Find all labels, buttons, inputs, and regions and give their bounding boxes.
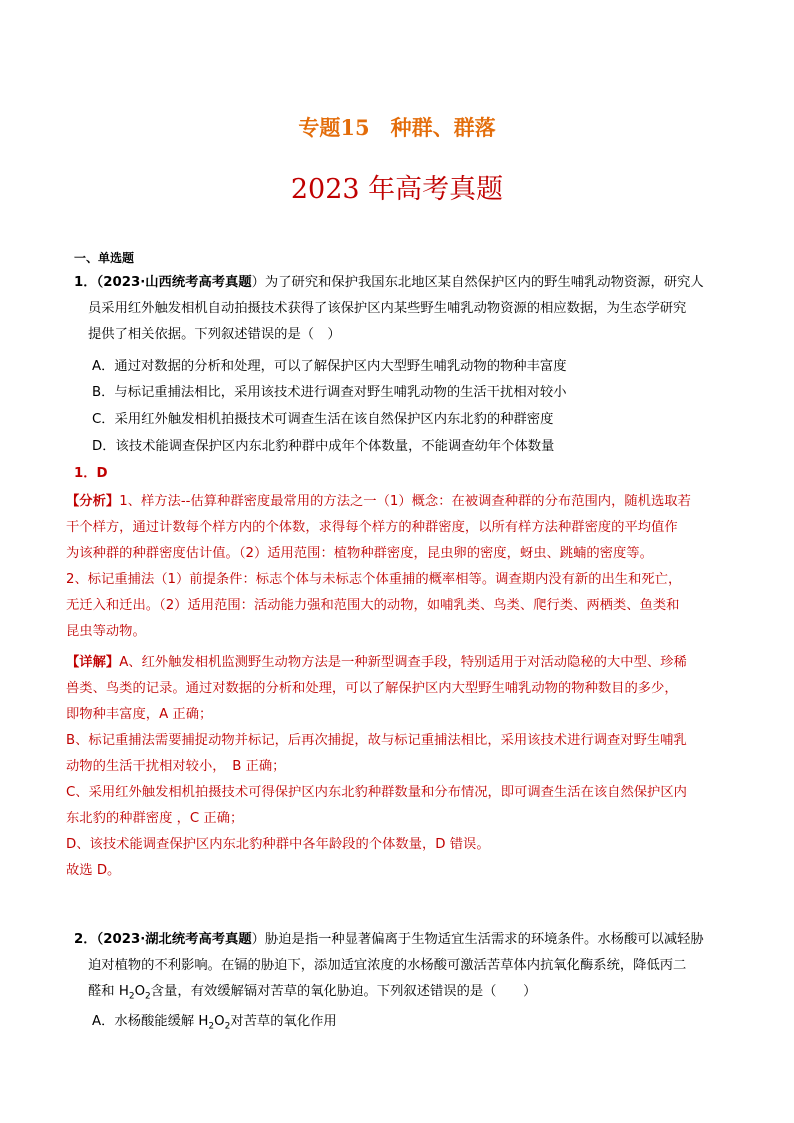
option-a: A．通过对数据的分析和处理，可以了解保护区内大型野生哺乳动物的物种丰富度 bbox=[92, 359, 567, 374]
answer: 1．D bbox=[74, 466, 108, 481]
option-b: B．与标记重捕法相比，采用该技术进行调查对野生哺乳动物的生活干扰相对较小 bbox=[92, 385, 567, 400]
topic-title: 专题15 种群、群落 bbox=[298, 115, 496, 140]
detailed-explanation: 【详解】A、红外触发相机监测野生动物方法是一种新型调查手段，特别适用于对活动隐秘的大中型、珍稀 兽类、鸟类的记录。通过对数据的分析和处理，可以了解保护区内大型野生哺乳动物的物种数目的多少， 即物种丰富度，A 正确； B、标记重捕法需要捕捉动物并标记，后再次捕捉，故与标记重捕法相比，采用该技术进行调查对野生哺乳 动物的生活干扰相对较小， B 正确； C、采用红外触发相机拍摄技术可得保护区内东北豹种群数量和分布情况，即可调查生活在该自然保护区内 东北豹的种群密度 ，C 正确； D、该技术能调查保护区内东北豹种群中各年龄段的个体数量，D 错误。 故选 D。 bbox=[66, 655, 687, 878]
analysis-tag: 【分析】 bbox=[66, 494, 120, 509]
question-source: 2023·湖北统考高考真题 bbox=[103, 932, 252, 947]
question-stem: 1．（2023·山西统考高考真题）为了研究和保护我国东北地区某自然保护区内的野生哺乳动物资源，研究人 员采用红外触发相机自动拍摄技术获得了该保护区内某些野生哺乳动物资源的相应数据，为生态学研究 提供了相关依据。下列叙述错误的是（ ） bbox=[74, 275, 704, 342]
option-d: D．该技术能调查保护区内东北豹种群中成年个体数量，不能调查幼年个体数量 bbox=[92, 439, 555, 454]
question-source: 2023·山西统考高考真题 bbox=[103, 275, 252, 290]
question-stem: 2．（2023·湖北统考高考真题）胁迫是指一种显著偏离于生物适宜生活需求的环境条件。水杨酸可以减轻胁 迫对植物的不利影响。在镉的胁迫下，添加适宜浓度的水杨酸可激活苦草体内抗氧化酶系统，降低丙二 醛和 $H_2O_2$含量，有效缓解镉对苦草的氧化胁迫。下列叙述错误的是（ ） bbox=[74, 932, 704, 1002]
analysis: 【分析】1、样方法--估算种群密度最常用的方法之一（1）概念：在被调查种群的分布范围内，随机选取若 干个样方，通过计数每个样方内的个体数，求得每个样方的种群密度，以所有样方法种群密度的平均值作 为该种群的种群密度估计值。（2）适用范围：植物种群密度，昆虫卵的密度，蚜虫、跳蝻的密度等。 2、标记重捕法（1）前提条件：标志个体与未标志个体重捕的概率相等。调查期内没有新的出生和死亡， 无迁入和迁出。（2）适用范围：活动能力强和范围大的动物，如哺乳类、鸟类、爬行类、两栖类、鱼类和 昆虫等动物。 bbox=[66, 494, 691, 639]
option-c: C．采用红外触发相机拍摄技术可调查生活在该自然保护区内东北豹的种群密度 bbox=[92, 412, 554, 427]
option-a: A．水杨酸能缓解 $H_2O_2$对苦草的氧化作用 bbox=[92, 1014, 337, 1032]
detail-tag: 【详解】 bbox=[66, 655, 120, 670]
section-heading: 一、单选题 bbox=[74, 251, 135, 265]
main-title: 2023 年高考真题 bbox=[290, 174, 504, 205]
